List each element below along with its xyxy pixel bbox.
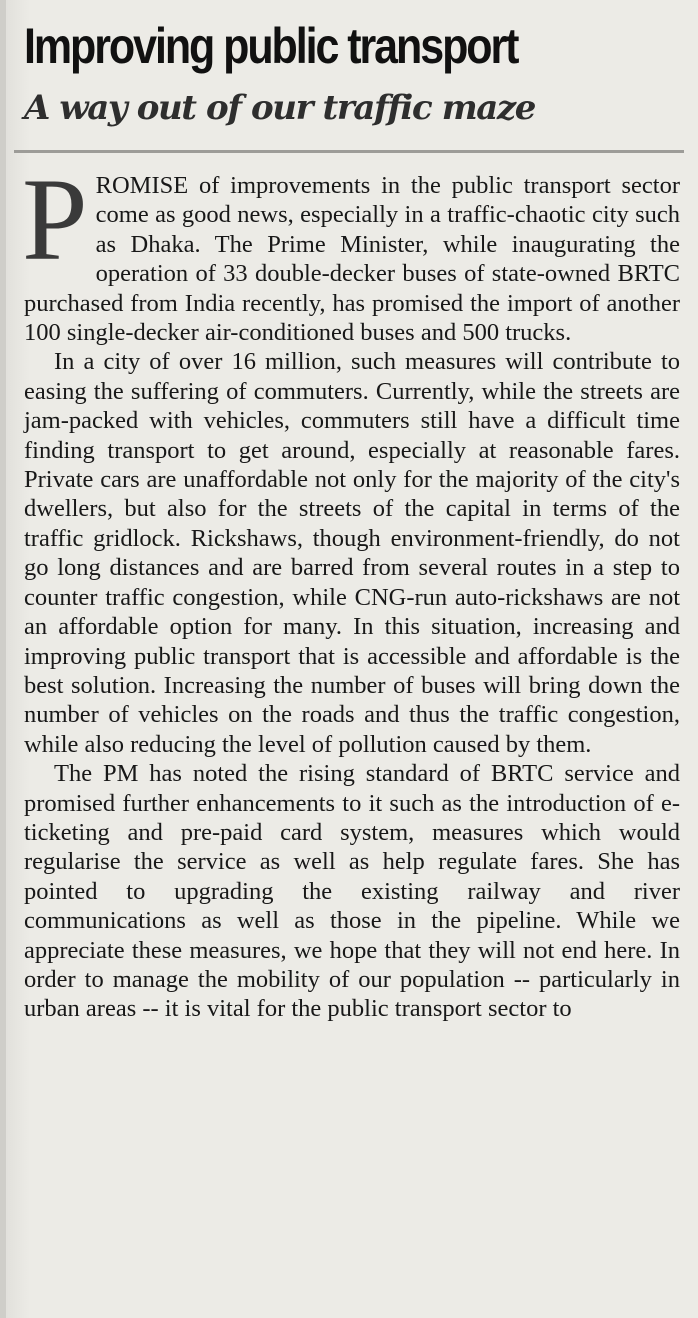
paragraph-3: The PM has noted the rising standard of BRTC service and promised further enhancements to it such as the introduction of e-ticketing and pre-paid card system, measures which would regularise the service as well as help regulate fares. She has pointed to upgrading the existing railway and river communications as well as those in the pipeline. While we appreciate these measures, we hope that they will not end here. In order to manage the mobility of our population -- particularly in urban areas -- it is vital for the public transport sector to [24, 760, 680, 1023]
paragraph-1-text: of improvements in the public transport sector come as good news, especially in a traffic-chaotic city such as Dhaka. The Prime Minister, while inaugurating the operation of 33 double-decker buses of state-owned BRTC purchased from India recently, has promised the import of another 100 single-decker air-conditioned buses and 500 trucks. [24, 172, 680, 347]
headline: Improving public transport [24, 18, 518, 74]
paragraph-1 [22, 154, 680, 347]
article-body [22, 154, 680, 1024]
paragraph-2: In a city of over 16 million, such measures will contribute to easing the suffering of commuters. Currently, while the streets are jam-packed with vehicles, commuters still have a difficult time finding transport to get around, especially at reasonable fares. Private cars are unaffordable not only for the majority of the city's dwellers, but also for the streets of the capital in terms of the traffic gridlock. Rickshaws, though environment-friendly, do not go long distances and are barred from several routes in a step to counter traffic congestion, while CNG-run auto-rickshaws are not an affordable option for many. In this situation, increasing and improving public transport that is accessible and affordable is the best solution. Increasing the number of buses will bring down the number of vehicles on the roads and thus the traffic congestion, while also reducing the level of pollution caused by them. [24, 348, 680, 758]
subheadline: A way out of our traffic maze [24, 88, 536, 128]
paragraph-1-lead-caps: ROMISE [95, 172, 189, 199]
divider-rule [14, 150, 684, 153]
drop-cap: P [22, 154, 88, 285]
